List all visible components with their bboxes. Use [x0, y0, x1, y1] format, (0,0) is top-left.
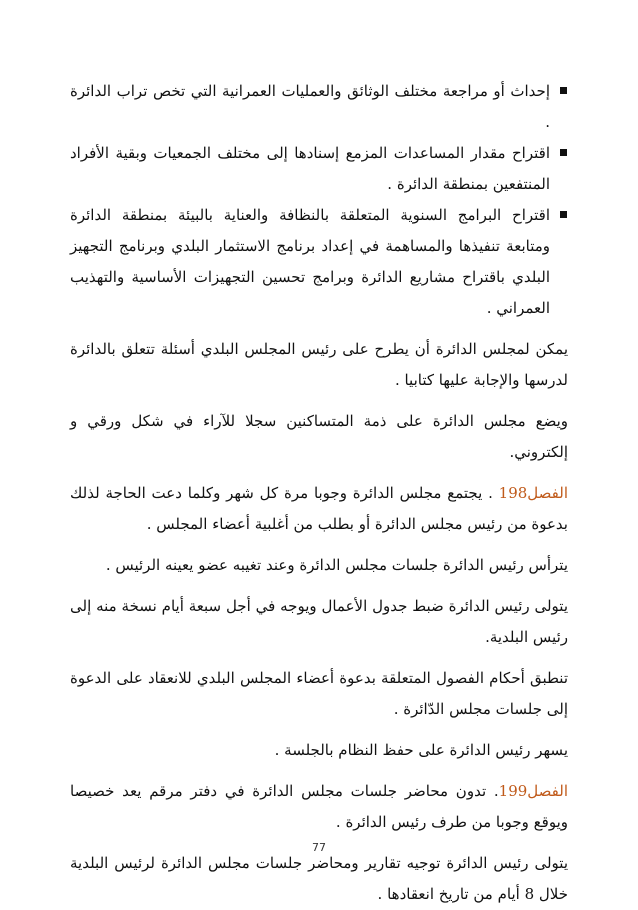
- paragraph: يتولى رئيس الدائرة توجيه تقارير ومحاضر جلسات مجلس الدائرة لرئيس البلدية خلال 8 أيام من تاريخ انعقادها .: [70, 854, 568, 903]
- list-item: [70, 76, 568, 138]
- paragraph: يمكن لمجلس الدائرة أن يطرح على رئيس المجلس البلدي أسئلة تتعلق بالدائرة لدرسها والإجابة عليها كتابيا .: [70, 340, 568, 389]
- paragraph-text: تدون محاضر جلسات مجلس الدائرة في دفتر مرقم يعد خصيصا ويوقع وجوبا من طرف رئيس الدائرة .: [70, 782, 568, 831]
- bullet-list: [70, 76, 568, 324]
- paragraph: يترأس رئيس الدائرة جلسات مجلس الدائرة وعند تغيبه عضو يعينه الرئيس .: [105, 556, 568, 574]
- paragraph: ويضع مجلس الدائرة على ذمة المتساكنين سجلا للآراء في شكل ورقي و إلكتروني.: [70, 412, 568, 461]
- bullet-text: اقتراح البرامج السنوية المتعلقة بالنظافة والعناية بالبيئة بمنطقة الدائرة ومتابعة تنفيذها والمساهمة في إعداد برنامج الاستثمار البلدي وبرنامج التجهيز البلدي باقتراح مشاريع الدائرة وبرامج تحسين التجهيزات الأساسية والتهذيب العمراني .: [70, 206, 550, 317]
- paragraph: تنطبق أحكام الفصول المتعلقة بدعوة أعضاء المجلس البلدي للانعقاد على الدعوة إلى جلسات مجلس الدّائرة .: [70, 669, 568, 718]
- square-bullet-icon: [560, 149, 567, 156]
- article-heading: الفصل198: [498, 484, 568, 502]
- article-199-paragraph: [70, 776, 568, 838]
- article-198-paragraph: [70, 478, 568, 540]
- bullet-text: اقتراح مقدار المساعدات المزمع إسنادها إلى مختلف الجمعيات وبقية الأفراد المنتفعين بمنطقة الدائرة .: [70, 144, 550, 193]
- heading-separator: .: [482, 484, 499, 502]
- page-content: [70, 76, 568, 910]
- paragraph-text: يجتمع مجلس الدائرة وجوبا مرة كل شهر وكلما دعت الحاجة لذلك بدعوة من رئيس مجلس الدائرة أو بطلب من أغلبية أعضاء المجلس .: [70, 484, 568, 533]
- square-bullet-icon: [560, 211, 567, 218]
- heading-separator: .: [486, 782, 499, 800]
- list-item: [70, 200, 568, 324]
- bullet-text: إحداث أو مراجعة مختلف الوثائق والعمليات العمرانية التي تخص تراب الدائرة .: [70, 82, 550, 131]
- square-bullet-icon: [560, 87, 567, 94]
- paragraph: يسهر رئيس الدائرة على حفظ النظام بالجلسة .: [274, 741, 568, 759]
- list-item: [70, 138, 568, 200]
- page-number: 77: [312, 841, 326, 854]
- article-heading: الفصل199: [498, 782, 568, 800]
- paragraph: يتولى رئيس الدائرة ضبط جدول الأعمال ويوجه في أجل سبعة أيام نسخة منه إلى رئيس البلدية.: [70, 597, 568, 646]
